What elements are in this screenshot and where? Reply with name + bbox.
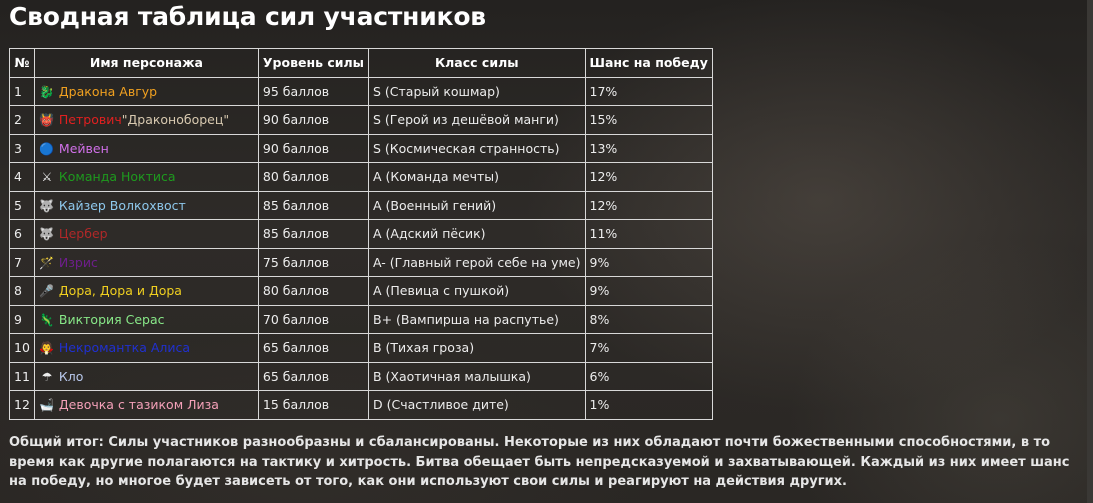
power-level: 65 баллов	[258, 334, 368, 363]
powers-table	[9, 48, 713, 420]
table-body	[10, 77, 713, 419]
power-class: B+ (Вампирша на распутье)	[369, 305, 586, 334]
character-name: Мейвен	[58, 140, 109, 156]
power-class: A (Адский пёсик)	[369, 220, 586, 249]
character-name-cell	[34, 191, 258, 220]
power-class: S (Герой из дешёвой манги)	[369, 106, 586, 135]
win-chance: 13%	[585, 134, 712, 163]
win-chance: 1%	[585, 391, 712, 420]
power-level: 80 баллов	[258, 163, 368, 192]
power-class: D (Счастливое дите)	[369, 391, 586, 420]
row-number: 8	[10, 277, 35, 306]
win-chance: 12%	[585, 191, 712, 220]
character-name-cell	[34, 106, 258, 135]
power-level: 75 баллов	[258, 248, 368, 277]
power-level: 85 баллов	[258, 191, 368, 220]
table-row	[10, 134, 713, 163]
character-name-cell	[34, 248, 258, 277]
win-chance: 9%	[585, 248, 712, 277]
character-name-cell	[34, 134, 258, 163]
power-class: A- (Главный герой себе на уме)	[369, 248, 586, 277]
win-chance: 9%	[585, 277, 712, 306]
power-class: B (Тихая гроза)	[369, 334, 586, 363]
character-name: Некромантка Алиса	[58, 340, 191, 356]
wolf-icon: 🐺	[39, 198, 55, 213]
microphone-icon: 🎤	[39, 284, 55, 299]
win-chance: 8%	[585, 305, 712, 334]
header-level: Уровень силы	[258, 49, 368, 78]
character-name-cell	[34, 220, 258, 249]
header-class: Класс силы	[369, 49, 586, 78]
blue-orb-icon: 🔵	[39, 141, 55, 156]
umbrella-icon: ☂	[41, 369, 53, 384]
crossed-swords-icon: ⚔	[41, 170, 53, 185]
character-name: Кло	[58, 368, 84, 384]
table-row	[10, 362, 713, 391]
row-number: 2	[10, 106, 35, 135]
row-number: 4	[10, 163, 35, 192]
power-level: 70 баллов	[258, 305, 368, 334]
win-chance: 6%	[585, 362, 712, 391]
wolf-icon: 🐺	[39, 227, 55, 242]
scrollbar[interactable]	[1087, 0, 1093, 503]
character-name-cell	[34, 305, 258, 334]
page-title: Сводная таблица сил участников	[9, 2, 486, 31]
character-name-cell	[34, 362, 258, 391]
character-name-cell	[34, 334, 258, 363]
character-name: Цербер	[58, 226, 108, 242]
win-chance: 15%	[585, 106, 712, 135]
row-number: 3	[10, 134, 35, 163]
row-number: 5	[10, 191, 35, 220]
power-level: 80 баллов	[258, 277, 368, 306]
row-number: 12	[10, 391, 35, 420]
power-class: A (Военный гений)	[369, 191, 586, 220]
character-name: Виктория Серас	[58, 311, 165, 327]
win-chance: 7%	[585, 334, 712, 363]
power-level: 95 баллов	[258, 77, 368, 106]
row-number: 10	[10, 334, 35, 363]
power-class: A (Команда мечты)	[369, 163, 586, 192]
header-chance: Шанс на победу	[585, 49, 712, 78]
summary-text: Общий итог: Силы участников разнообразны и сбалансированы. Некоторые из них обладают почти божественными способностями, в то время как другие полагаются на тактику и хитрость. Битва обещает быть непредсказуемой и захватывающей. Каждый из них имеет шанс на победу, но многое будет зависеть от того, как они используют свои силы и реагируют на действия других.	[9, 435, 1070, 489]
row-number: 11	[10, 362, 35, 391]
character-name: Девочка с тазиком Лиза	[58, 397, 219, 413]
power-class: S (Старый кошмар)	[369, 77, 586, 106]
row-number: 6	[10, 220, 35, 249]
bathtub-icon: 🛁	[39, 398, 55, 413]
power-level: 90 баллов	[258, 134, 368, 163]
win-chance: 11%	[585, 220, 712, 249]
lizard-icon: 🦎	[39, 312, 55, 327]
table-row	[10, 106, 713, 135]
row-number: 9	[10, 305, 35, 334]
row-number: 7	[10, 248, 35, 277]
power-level: 15 баллов	[258, 391, 368, 420]
character-name: Петрович	[58, 112, 122, 128]
character-name-cell	[34, 163, 258, 192]
table-row	[10, 77, 713, 106]
power-level: 85 баллов	[258, 220, 368, 249]
table-row	[10, 191, 713, 220]
header-name: Имя персонажа	[34, 49, 258, 78]
character-name-cell	[34, 277, 258, 306]
table-row	[10, 220, 713, 249]
dragon-icon: 🐉	[39, 84, 55, 99]
win-chance: 12%	[585, 163, 712, 192]
power-level: 90 баллов	[258, 106, 368, 135]
table-row	[10, 163, 713, 192]
vampire-icon: 🧛	[39, 341, 55, 356]
table-row	[10, 277, 713, 306]
table-row	[10, 305, 713, 334]
table-row	[10, 248, 713, 277]
magic-wand-icon: 🪄	[39, 255, 55, 270]
table-row	[10, 334, 713, 363]
character-name-cell	[34, 391, 258, 420]
character-nickname: "Драконоборец"	[121, 112, 230, 128]
header-num: №	[10, 49, 35, 78]
power-class: S (Космическая странность)	[369, 134, 586, 163]
character-name: Изрис	[58, 254, 98, 270]
character-name: Дракона Авгур	[58, 83, 158, 99]
table-row	[10, 391, 713, 420]
character-name: Дора, Дора и Дора	[58, 283, 182, 299]
character-name: Кайзер Волкохвост	[58, 197, 186, 213]
ogre-icon: 👹	[39, 113, 55, 128]
character-name-cell	[34, 77, 258, 106]
win-chance: 17%	[585, 77, 712, 106]
power-class: A (Певица с пушкой)	[369, 277, 586, 306]
power-level: 65 баллов	[258, 362, 368, 391]
character-name: Команда Ноктиса	[58, 169, 176, 185]
row-number: 1	[10, 77, 35, 106]
table-header-row	[10, 49, 713, 78]
power-class: B (Хаотичная малышка)	[369, 362, 586, 391]
